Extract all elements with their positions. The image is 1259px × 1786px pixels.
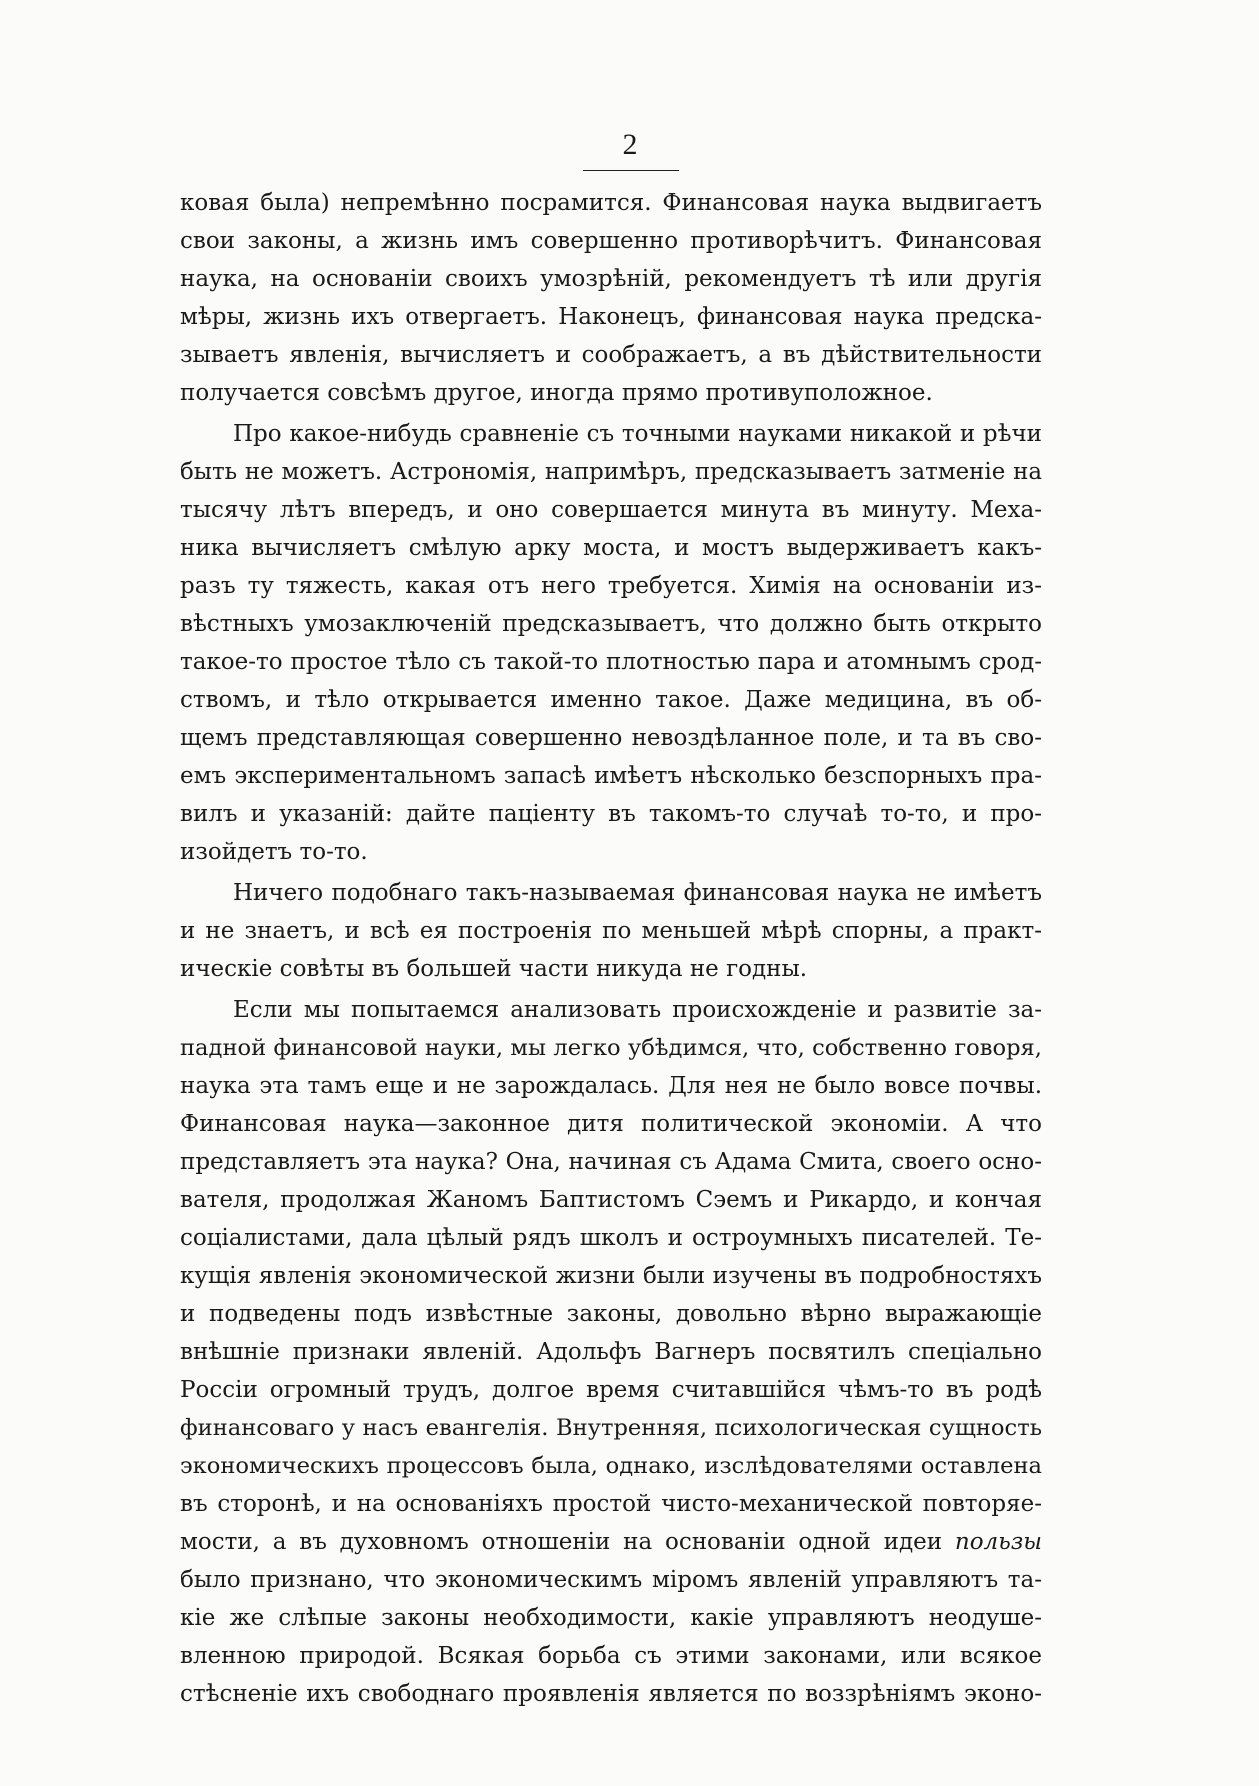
text-line: Финансовая наука—законное дитя политической экономіи. А что <box>180 1111 1042 1137</box>
text-line: емъ экспериментальномъ запасѣ имѣетъ нѣсколько безспорныхъ пра- <box>180 763 1042 789</box>
text-line: получается совсѣмъ другое, иногда прямо противуположное. <box>180 380 933 406</box>
text-line-with-italic <box>180 1523 1042 1561</box>
text-line: вленною природой. Всякая борьба съ этими законами, или всякое <box>180 1643 1042 1669</box>
text-line: мѣры, жизнь ихъ отвергаетъ. Наконецъ, финансовая наука предска- <box>180 304 1042 330</box>
text-line: кіе же слѣпые законы необходимости, какіе управляютъ неодуше- <box>180 1605 1042 1631</box>
paragraph-2 <box>180 415 1042 871</box>
text-line: соціалистами, дала цѣлый рядъ школъ и остроумныхъ писателей. Те- <box>180 1225 1042 1251</box>
text-line: Если мы попытаемся анализовать происхожденіе и развитіе за- <box>233 997 1042 1023</box>
text-line: тысячу лѣтъ впередъ, и оно совершается минута въ минуту. Меха- <box>180 497 1042 523</box>
text-line: вѣстныхъ умозаключеній предсказываетъ, что должно быть открыто <box>180 611 1042 637</box>
text-line: внѣшніе признаки явленій. Адольфъ Вагнеръ посвятилъ спеціально <box>180 1339 1042 1365</box>
paragraph-3 <box>180 874 1042 988</box>
text-line: свои законы, а жизнь имъ совершенно противорѣчитъ. Финансовая <box>180 228 1042 254</box>
text-line: и подведены подъ извѣстные законы, довольно вѣрно выражающіе <box>180 1301 1042 1327</box>
text-line: быть не можетъ. Астрономія, напримѣръ, предсказываетъ затменіе на <box>180 459 1042 485</box>
paragraph-1 <box>180 184 1042 412</box>
italic-word: пользы <box>954 1529 1042 1555</box>
text-line: ствомъ, и тѣло открывается именно такое. Даже медицина, въ об- <box>180 687 1042 713</box>
text-line: щемъ представляющая совершенно невоздѣланное поле, и та въ сво- <box>180 725 1042 751</box>
text-line: финансоваго у насъ евангелія. Внутренняя, психологическая сущность <box>180 1415 1042 1441</box>
text-line: кущія явленія экономической жизни были изучены въ подробностяхъ <box>180 1263 1042 1289</box>
text-line: вилъ и указаній: дайте паціенту въ такомъ-то случаѣ то-то, и про- <box>180 801 1042 827</box>
text-line: стѣсненіе ихъ свободнаго проявленія является по воззрѣніямъ эконо- <box>180 1681 1042 1707</box>
text-line: изойдетъ то-то. <box>180 839 368 865</box>
text-line: было признано, что экономическимъ міромъ явленій управляютъ та- <box>180 1567 1042 1593</box>
text-line: наука эта тамъ еще и не зарождалась. Для нея не было вовсе почвы. <box>180 1073 1042 1099</box>
text-segment: мости, а въ духовномъ отношеніи на основаніи одной идеи <box>180 1529 943 1555</box>
text-line: зываетъ явленія, вычисляетъ и соображаетъ, а въ дѣйствительности <box>180 342 1042 368</box>
text-line: падной финансовой науки, мы легко убѣдимся, что, собственно говоря, <box>180 1035 1042 1061</box>
text-line: наука, на основаніи своихъ умозрѣній, рекомендуетъ тѣ или другія <box>180 266 1042 292</box>
text-line: въ сторонѣ, и на основаніяхъ простой чисто-механической повторяе- <box>180 1491 1042 1517</box>
page-number: 2 <box>622 128 638 161</box>
text-line: Россіи огромный трудъ, долгое время считавшійся чѣмъ-то въ родѣ <box>180 1377 1042 1403</box>
page-number-rule <box>583 170 679 171</box>
text-line: разъ ту тяжесть, какая отъ него требуется. Химія на основаніи из- <box>180 573 1042 599</box>
text-line: ковая была) непремѣнно посрамится. Финансовая наука выдвигаетъ <box>180 190 1042 216</box>
text-line: вателя, продолжая Жаномъ Баптистомъ Сэемъ и Рикардо, и кончая <box>180 1187 1042 1213</box>
text-line: Про какое-нибудь сравненіе съ точными науками никакой и рѣчи <box>233 421 1042 447</box>
text-line: ическіе совѣты въ большей части никуда не годны. <box>180 956 808 982</box>
body-text <box>180 184 1042 1713</box>
text-line: представляетъ эта наука? Она, начиная съ Адама Смита, своего осно- <box>180 1149 1042 1175</box>
text-line: экономическихъ процессовъ была, однако, изслѣдователями оставлена <box>180 1453 1042 1479</box>
paragraph-4 <box>180 991 1042 1713</box>
text-line: ника вычисляетъ смѣлую арку моста, и мостъ выдерживаетъ какъ- <box>180 535 1042 561</box>
text-line: и не знаетъ, и всѣ ея построенія по меньшей мѣрѣ спорны, а практ- <box>180 918 1042 944</box>
text-line: такое-то простое тѣло съ такой-то плотностью пара и атомнымъ срод- <box>180 649 1042 675</box>
text-line: Ничего подобнаго такъ-называемая финансовая наука не имѣетъ <box>233 880 1042 906</box>
